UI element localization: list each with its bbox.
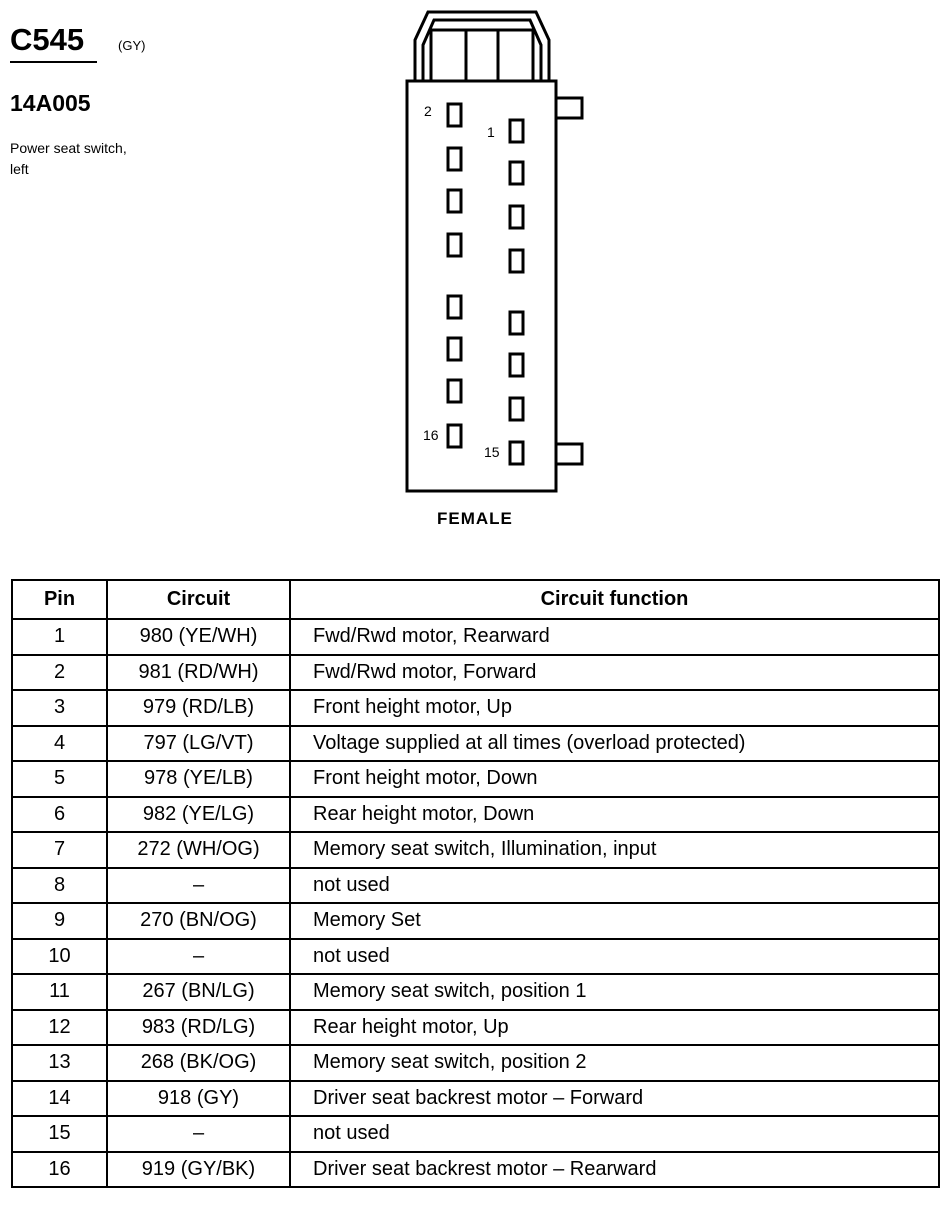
description-line-2: left [10,161,29,177]
table-row [12,1116,939,1152]
table-row [12,939,939,975]
pin-cell: 5 [12,761,107,797]
pin-cavity-left-6 [448,338,461,360]
table-row [12,974,939,1010]
table-row [12,1152,939,1188]
table-row [12,1045,939,1081]
circuit-cell: 979 (RD/LB) [107,690,290,726]
pin-cavity-left-1 [448,104,461,126]
table-row [12,1081,939,1117]
circuit-function-cell: Memory Set [290,903,939,939]
connector-key-bottom [556,444,582,464]
circuit-function-cell: Driver seat backrest motor – Rearward [290,1152,939,1188]
pin-cavity-right-3 [510,206,523,228]
table-row [12,726,939,762]
pin-cavity-left-2 [448,148,461,170]
connector-diagram [0,0,951,540]
pin-cavity-right-8 [510,442,523,464]
connector-latch [415,12,549,81]
header-circuit: Circuit [107,580,290,619]
pin-cavity-left-7 [448,380,461,402]
circuit-function-cell: Memory seat switch, position 2 [290,1045,939,1081]
header-pin: Pin [12,580,107,619]
pin-cavity-left-5 [448,296,461,318]
circuit-cell: 978 (YE/LB) [107,761,290,797]
pin-cell: 6 [12,797,107,833]
description-line-1: Power seat switch, [10,140,127,156]
circuit-function-cell: Fwd/Rwd motor, Rearward [290,619,939,655]
table-row [12,1010,939,1046]
circuit-function-cell: Rear height motor, Up [290,1010,939,1046]
connector-color: (GY) [118,38,146,53]
circuit-function-cell: Memory seat switch, Illumination, input [290,832,939,868]
table-row [12,832,939,868]
table-row [12,797,939,833]
connector-code: C545 [10,22,85,57]
table-header-row [12,580,939,619]
part-number: 14A005 [10,90,91,116]
pin-cell: 13 [12,1045,107,1081]
pin-cavity-left-8 [448,425,461,447]
circuit-function-cell: Driver seat backrest motor – Forward [290,1081,939,1117]
circuit-function-cell: Front height motor, Up [290,690,939,726]
circuit-cell: – [107,939,290,975]
circuit-cell: 272 (WH/OG) [107,832,290,868]
circuit-cell: 982 (YE/LG) [107,797,290,833]
circuit-function-cell: Voltage supplied at all times (overload protected) [290,726,939,762]
pin-cell: 12 [12,1010,107,1046]
pin-cell: 10 [12,939,107,975]
circuit-cell: – [107,1116,290,1152]
circuit-function-cell: Memory seat switch, position 1 [290,974,939,1010]
pin-cell: 3 [12,690,107,726]
circuit-cell: 919 (GY/BK) [107,1152,290,1188]
table-row [12,619,939,655]
pin-label-1: 1 [487,124,495,140]
pin-label-15: 15 [484,444,500,460]
pin-cavity-left-4 [448,234,461,256]
circuit-cell: 983 (RD/LG) [107,1010,290,1046]
circuit-function-cell: not used [290,868,939,904]
circuit-function-cell: Rear height motor, Down [290,797,939,833]
pin-cell: 14 [12,1081,107,1117]
pin-cell: 2 [12,655,107,691]
pin-cell: 11 [12,974,107,1010]
pin-cell: 16 [12,1152,107,1188]
circuit-function-cell: Fwd/Rwd motor, Forward [290,655,939,691]
pin-cell: 15 [12,1116,107,1152]
pin-cavity-right-6 [510,354,523,376]
circuit-function-cell: not used [290,1116,939,1152]
pin-cavity-right-7 [510,398,523,420]
pin-cavity-right-2 [510,162,523,184]
connector-gender-label: FEMALE [437,509,513,528]
circuit-cell: 270 (BN/OG) [107,903,290,939]
pin-label-2: 2 [424,103,432,119]
circuit-cell: 797 (LG/VT) [107,726,290,762]
circuit-function-cell: not used [290,939,939,975]
header-circuit-function: Circuit function [290,580,939,619]
pin-label-16: 16 [423,427,439,443]
pin-cell: 4 [12,726,107,762]
pin-cell: 7 [12,832,107,868]
circuit-cell: 980 (YE/WH) [107,619,290,655]
pin-cavity-left-3 [448,190,461,212]
circuit-cell: – [107,868,290,904]
pin-cell: 8 [12,868,107,904]
table-row [12,903,939,939]
pin-cavity-right-4 [510,250,523,272]
circuit-cell: 918 (GY) [107,1081,290,1117]
table-row [12,761,939,797]
pin-cavity-right-1 [510,120,523,142]
table-row [12,690,939,726]
circuit-cell: 267 (BN/LG) [107,974,290,1010]
pinout-table [11,579,940,1188]
circuit-cell: 268 (BK/OG) [107,1045,290,1081]
circuit-cell: 981 (RD/WH) [107,655,290,691]
pin-cavity-right-5 [510,312,523,334]
pin-cell: 1 [12,619,107,655]
connector-key-top [556,98,582,118]
circuit-function-cell: Front height motor, Down [290,761,939,797]
table-row [12,655,939,691]
pin-cell: 9 [12,903,107,939]
table-row [12,868,939,904]
